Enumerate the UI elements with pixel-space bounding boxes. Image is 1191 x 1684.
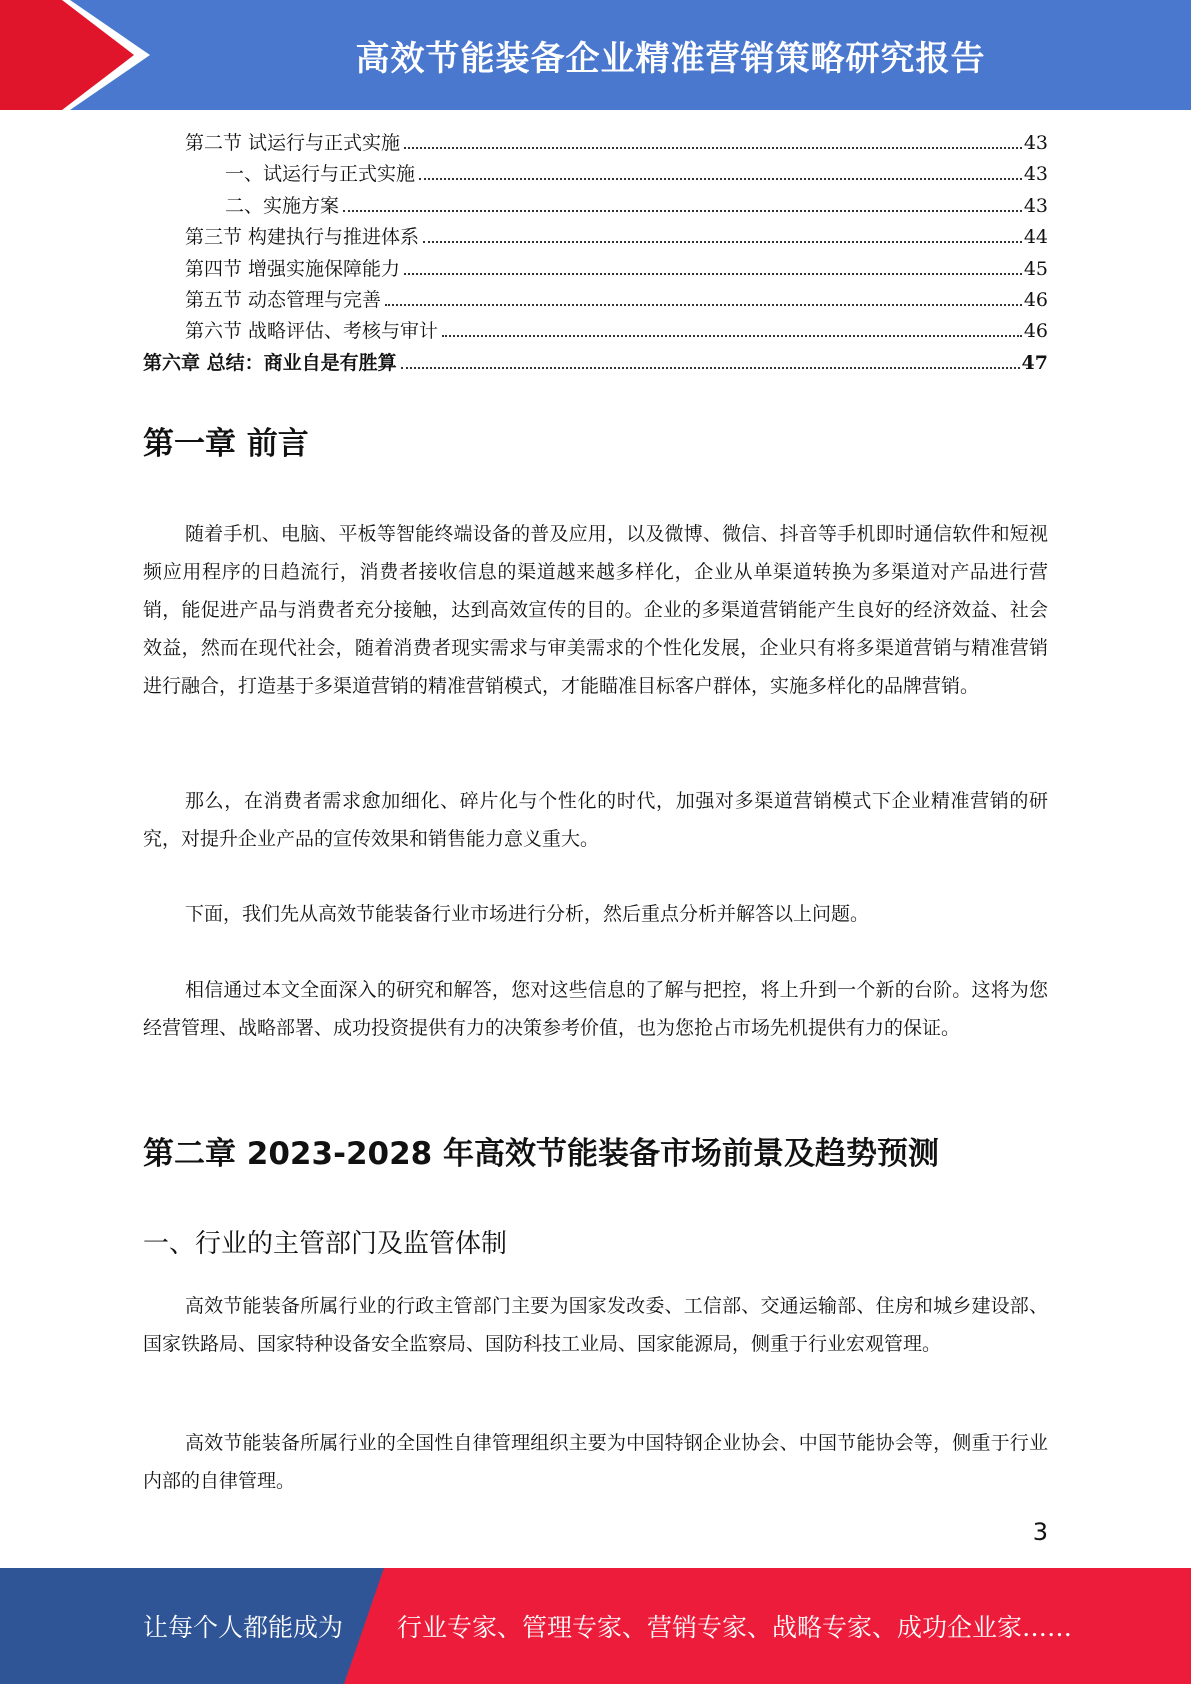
body-paragraph: 那么，在消费者需求愈加细化、碎片化与个性化的时代，加强对多渠道营销模式下企业精准营销的研究，对提升企业产品的宣传效果和销售能力意义重大。 — [143, 790, 1048, 850]
toc-entry-label: 二、实施方案 — [225, 194, 340, 217]
toc-leader-dots — [423, 241, 1022, 243]
toc-entry[interactable] — [143, 222, 1048, 253]
page-number: 3 — [1032, 1518, 1048, 1546]
toc-entry-page: 44 — [1023, 226, 1048, 249]
toc-entry-page: 43 — [1023, 194, 1048, 217]
toc-entry-page: 43 — [1023, 163, 1048, 186]
toc-entry-page: 43 — [1023, 132, 1048, 154]
footer-slogan-left: 让每个人都能成为 — [143, 1613, 344, 1642]
toc-entry[interactable] — [143, 316, 1048, 347]
body-paragraph: 高效节能装备所属行业的全国性自律管理组织主要为中国特钢企业协会、中国节能协会等，侧重于行业内部的自律管理。 — [143, 1432, 1048, 1492]
page-header — [0, 0, 1191, 110]
toc-entry-label: 第三节 构建执行与推进体系 — [185, 226, 420, 249]
header-arrow-decoration — [0, 0, 160, 110]
chapter-2-title: 第二章 2023-2028 年高效节能装备市场前景及趋势预测 — [143, 1136, 940, 1172]
body-paragraph: 相信通过本文全面深入的研究和解答，您对这些信息的了解与把控，将上升到一个新的台阶。这将为您经营管理、战略部署、成功投资提供有力的决策参考价值，也为您抢占市场先机提供有力的保证。 — [143, 979, 1048, 1039]
toc-entry-page: 46 — [1023, 320, 1048, 343]
section-title: 一、行业的主管部门及监管体制 — [143, 1229, 508, 1259]
toc-entry[interactable] — [143, 128, 1048, 159]
toc-entry-label: 第五节 动态管理与完善 — [185, 288, 382, 311]
toc-entry[interactable] — [143, 191, 1048, 222]
body-paragraph: 下面，我们先从高效节能装备行业市场进行分析，然后重点分析并解答以上问题。 — [185, 903, 870, 925]
toc-leader-dots — [404, 273, 1022, 275]
toc-entry-label: 第六节 战略评估、考核与审计 — [185, 320, 439, 343]
toc-leader-dots — [442, 335, 1022, 337]
page-footer — [0, 1568, 1191, 1684]
toc-leader-dots — [343, 210, 1022, 212]
toc-entry-page: 46 — [1023, 288, 1048, 311]
report-title: 高效节能装备企业精准营销策略研究报告 — [355, 38, 986, 79]
toc-entry[interactable] — [143, 254, 1048, 285]
toc-leader-dots — [401, 367, 1020, 369]
table-of-contents — [143, 128, 1048, 379]
toc-entry-page: 45 — [1023, 257, 1048, 280]
toc-entry[interactable] — [143, 159, 1048, 190]
toc-leader-dots — [385, 304, 1022, 306]
toc-entry-label: 一、试运行与正式实施 — [225, 163, 416, 186]
toc-entry-label: 第二节 试运行与正式实施 — [185, 132, 401, 154]
toc-entry-chapter[interactable] — [143, 348, 1048, 379]
body-paragraph: 随着手机、电脑、平板等智能终端设备的普及应用，以及微博、微信、抖音等手机即时通信软件和短视频应用程序的日趋流行，消费者接收信息的渠道越来越多样化，企业从单渠道转换为多渠道对产品进行营销，能促进产品与消费者充分接触，达到高效宣传的目的。企业的多渠道营销能产生良好的经济效益、社会效益，然而在现代社会，随着消费者现实需求与审美需求的个性化发展，企业只有将多渠道营销与精准营销进行融合，打造基于多渠道营销的精准营销模式，才能瞄准目标客户群体，实施多样化的品牌营销。 — [143, 523, 1048, 697]
toc-entry[interactable] — [143, 285, 1048, 316]
toc-entry-page: 47 — [1021, 351, 1048, 374]
body-paragraph: 高效节能装备所属行业的行政主管部门主要为国家发改委、工信部、交通运输部、住房和城乡建设部、国家铁路局、国家特种设备安全监察局、国防科技工业局、国家能源局，侧重于行业宏观管理。 — [143, 1295, 1048, 1355]
toc-entry-label: 第六章 总结：商业自是有胜算 — [143, 351, 397, 374]
chapter-1-title: 第一章 前言 — [143, 426, 309, 462]
footer-slogan-right: 行业专家、管理专家、营销专家、战略专家、成功企业家…… — [397, 1613, 1073, 1642]
toc-leader-dots — [404, 147, 1022, 149]
toc-entry-label: 第四节 增强实施保障能力 — [185, 257, 401, 280]
toc-leader-dots — [419, 178, 1022, 180]
